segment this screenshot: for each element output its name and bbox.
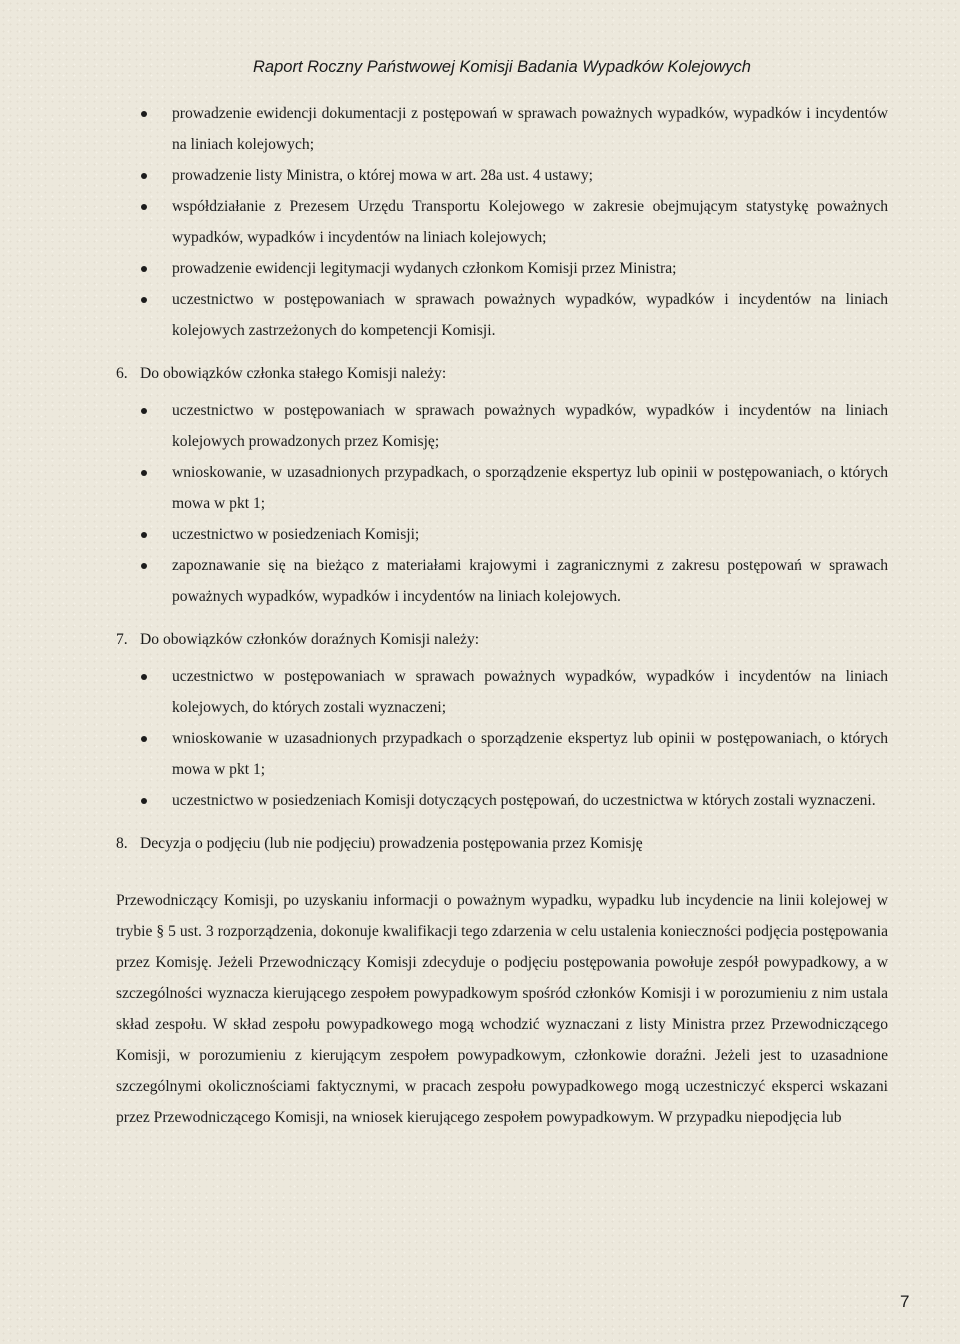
list-item: wnioskowanie w uzasadnionych przypadkach o sporządzenie ekspertyz lub opinii w postępowaniach, o których mowa w pkt 1; bbox=[116, 723, 888, 785]
section-number: 8. bbox=[116, 835, 128, 852]
list-item: wnioskowanie, w uzasadnionych przypadkach, o sporządzenie ekspertyz lub opinii w postępowaniach, o których mowa w pkt 1; bbox=[116, 457, 888, 519]
section-number: 7. bbox=[116, 631, 128, 648]
list-item: uczestnictwo w posiedzeniach Komisji dotyczących postępowań, do uczestnictwa w których zostali wyznaczeni. bbox=[116, 785, 888, 816]
document-body bbox=[116, 98, 888, 1133]
body-paragraph: Przewodniczący Komisji, po uzyskaniu informacji o poważnym wypadku, wypadku lub incydencie na linii kolejowej w trybie § 5 ust. 3 rozporządzenia, dokonuje kwalifikacji tego zdarzenia w celu ustalenia konieczności podjęcia postępowania przez Komisję. Jeżeli Przewodniczący Komisji zdecyduje o podjęciu postępowania powołuje zespół powypadkowy, a w szczególności wyznacza kierującego zespołem powypadkowym spośród członków Komisji i w porozumieniu z nim ustala skład zespołu. W skład zespołu powypadkowego mogą wchodzić wyznaczani z listy Ministra przez Przewodniczącego Komisji, w porozumieniu z kierującym zespołem powypadkowym, członkowie doraźni. Jeżeli jest to uzasadnione szczególnymi okolicznościami faktycznymi, w pracach zespołu powypadkowego mogą uczestniczyć eksperci wskazani przez Przewodniczącego Komisji, na wniosek kierującego zespołem powypadkowym. W przypadku niepodjęcia lub bbox=[116, 892, 888, 1126]
list-item: zapoznawanie się na bieżąco z materiałami krajowymi i zagranicznymi z zakresu postępowań w sprawach poważnych wypadków, wypadków i incydentów na liniach kolejowych. bbox=[116, 550, 888, 612]
list-item: współdziałanie z Prezesem Urzędu Transportu Kolejowego w zakresie obejmującym statystykę poważnych wypadków, wypadków i incydentów na liniach kolejowych; bbox=[116, 191, 888, 253]
section-6 bbox=[116, 358, 888, 389]
section-7-list bbox=[116, 661, 888, 816]
list-item: prowadzenie listy Ministra, o której mowa w art. 28a ust. 4 ustawy; bbox=[116, 160, 888, 191]
section-heading: Do obowiązków członka stałego Komisji należy: bbox=[140, 365, 447, 382]
list-item: uczestnictwo w posiedzeniach Komisji; bbox=[116, 519, 888, 550]
list-item: uczestnictwo w postępowaniach w sprawach poważnych wypadków, wypadków i incydentów na liniach kolejowych zastrzeżonych do kompetencji Komisji. bbox=[116, 284, 888, 346]
page-header: Raport Roczny Państwowej Komisji Badania Wypadków Kolejowych bbox=[253, 58, 751, 76]
section-heading: Decyzja o podjęciu (lub nie podjęciu) prowadzenia postępowania przez Komisję bbox=[140, 835, 643, 852]
section-8 bbox=[116, 828, 888, 859]
list-item: uczestnictwo w postępowaniach w sprawach poważnych wypadków, wypadków i incydentów na liniach kolejowych, do których zostali wyznaczeni; bbox=[116, 661, 888, 723]
page-number: 7 bbox=[900, 1292, 910, 1311]
list-item: uczestnictwo w postępowaniach w sprawach poważnych wypadków, wypadków i incydentów na liniach kolejowych prowadzonych przez Komisję; bbox=[116, 395, 888, 457]
section-number: 6. bbox=[116, 365, 128, 382]
section-6-list bbox=[116, 395, 888, 612]
section-7 bbox=[116, 624, 888, 655]
section-heading: Do obowiązków członków doraźnych Komisji należy: bbox=[140, 631, 480, 648]
list-item: prowadzenie ewidencji dokumentacji z postępowań w sprawach poważnych wypadków, wypadków i incydentów na liniach kolejowych; bbox=[116, 98, 888, 160]
list-item: prowadzenie ewidencji legitymacji wydanych członkom Komisji przez Ministra; bbox=[116, 253, 888, 284]
duties-list-top bbox=[116, 98, 888, 346]
